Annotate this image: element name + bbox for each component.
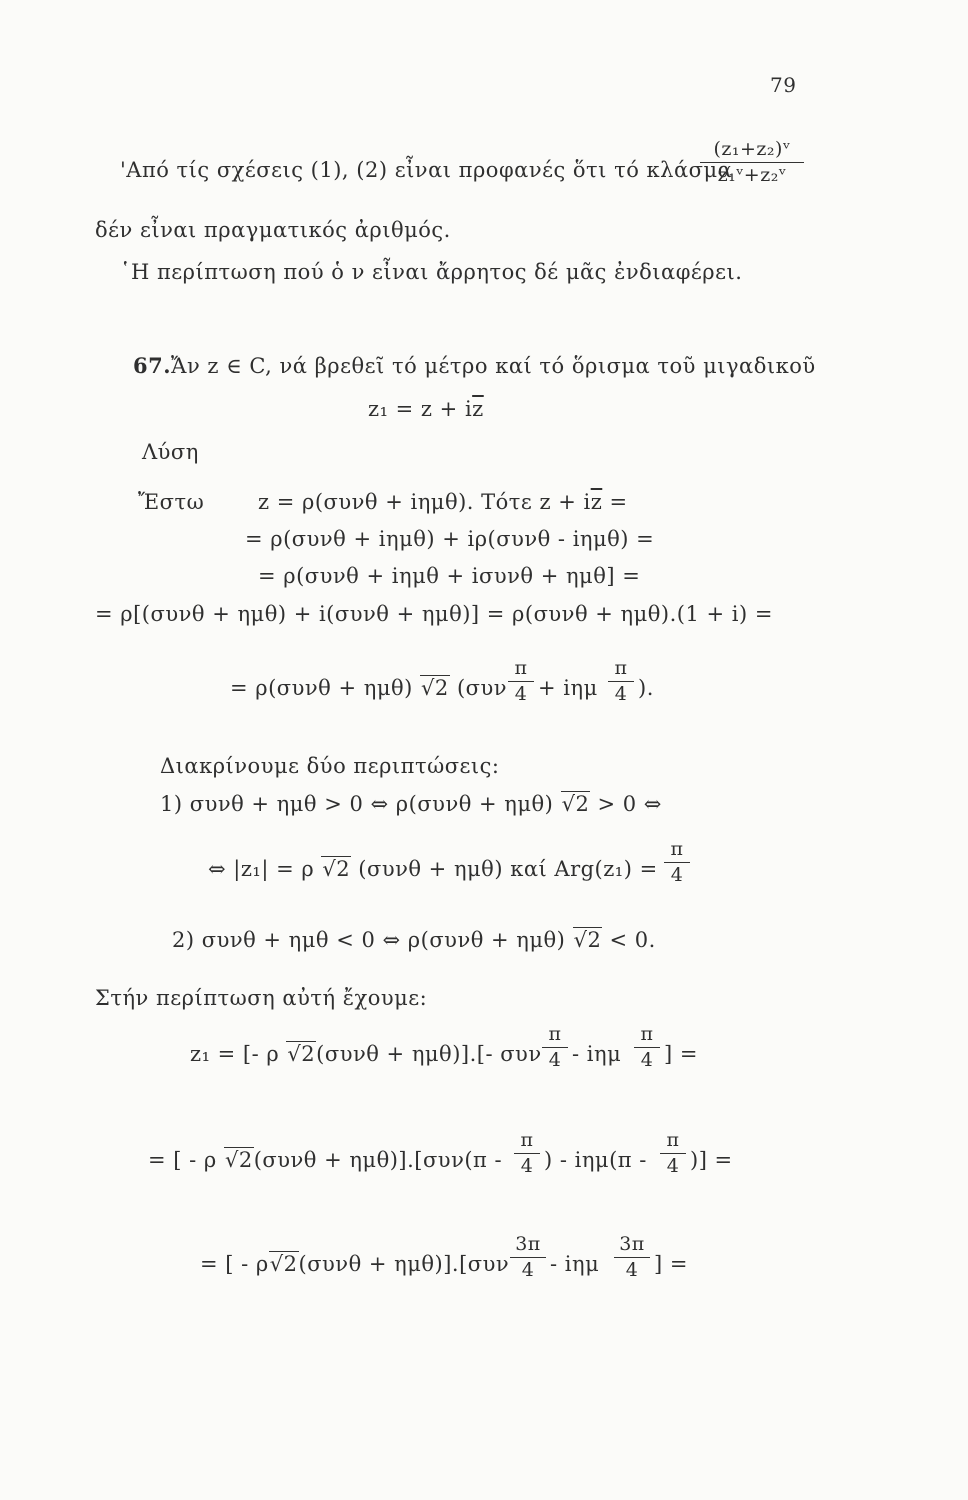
estw-label: Ἔστω <box>138 490 205 514</box>
three-pi-over-four-fraction <box>510 1235 546 1280</box>
expr1-text-b: (συνθ + ημθ)].[- συν <box>316 1042 542 1066</box>
line5-text-b: (συν <box>449 676 508 700</box>
fraction-bar <box>608 681 634 682</box>
line5-text-d: ). <box>638 676 654 700</box>
expr-3 <box>200 1252 509 1276</box>
fraction-denominator: 4 <box>514 683 528 705</box>
fraction-denominator: 4 <box>520 1155 534 1177</box>
case1-text-a: 1) συνθ + ημθ > 0 ⇔ ρ(συνθ + ημθ) <box>160 792 561 816</box>
sqrt-two: √2 <box>322 857 351 881</box>
expr1-text-c: - iημ <box>572 1042 622 1066</box>
three-pi-over-four-fraction <box>614 1235 650 1280</box>
fraction-numerator: 3π <box>619 1233 645 1255</box>
line5-text-a: = ρ(συνθ + ημθ) <box>230 676 421 700</box>
fraction-denominator: 4 <box>614 683 628 705</box>
sqrt-two: √2 <box>561 792 590 816</box>
solution-line-1 <box>258 490 628 514</box>
solution-line-4: = ρ[(συνθ + ημθ) + i(συνθ + ημθ)] = ρ(συνθ + ημθ).(1 + i) = <box>95 602 773 626</box>
case-1-line-1 <box>160 792 662 816</box>
sqrt-two: √2 <box>224 1148 253 1172</box>
fraction-bar <box>634 1047 660 1048</box>
z-conjugate: $\overline{z}$ <box>590 490 603 514</box>
case2-text-b: < 0. <box>602 928 656 952</box>
problem-text: Ἄν z ∈ C, νά βρεθεῖ τό μέτρο καί τό ὅρισμα τοῦ μιγαδικοῦ <box>171 354 816 378</box>
case2-text-a: 2) συνθ + ημθ < 0 ⇔ ρ(συνθ + ημθ) <box>172 928 573 952</box>
solution-line-5 <box>230 676 507 700</box>
fraction-bar <box>664 862 690 863</box>
fraction-bar <box>508 681 534 682</box>
fraction-bar <box>542 1047 568 1048</box>
cases-heading: Διακρίνουμε δύο περιπτώσεις: <box>160 754 500 778</box>
pi-over-four-fraction <box>634 1025 660 1070</box>
line1-equals: = <box>602 490 628 514</box>
fraction-numerator: π <box>514 657 528 679</box>
expr3-text-d: ] = <box>654 1252 688 1276</box>
fraction-denominator: 4 <box>548 1049 562 1071</box>
pi-over-four-fraction <box>542 1025 568 1070</box>
expr1-text-a: z₁ = [- ρ <box>190 1042 287 1066</box>
fraction-numerator: 3π <box>515 1233 541 1255</box>
expr3-text-c: - iημ <box>550 1252 600 1276</box>
solution-line-2: = ρ(συνθ + iημθ) + iρ(συνθ - iημθ) = <box>245 527 655 551</box>
pi-over-four-fraction <box>508 659 534 704</box>
fraction-denominator: z₁ᵛ+z₂ᵛ <box>717 164 787 186</box>
sqrt-two: √2 <box>287 1042 316 1066</box>
expr2-text-a: = [ - ρ <box>148 1148 224 1172</box>
equation-lhs: z₁ = z + i <box>368 397 473 421</box>
fraction-bar <box>700 162 804 163</box>
case-2-heading: Στήν περίπτωση αὐτή ἔχουμε: <box>95 986 428 1010</box>
case-2-line <box>172 928 656 952</box>
fraction-numerator: π <box>640 1023 654 1045</box>
fraction-bar <box>660 1153 686 1154</box>
expr3-text-b: (συνθ + ημθ)].[συν <box>298 1252 510 1276</box>
problem-number: 67. <box>133 353 172 378</box>
expr1-text-d: ] = <box>664 1042 698 1066</box>
line1-text: z = ρ(συνθ + iημθ). Τότε z + i <box>258 490 591 514</box>
expr2-text-d: )] = <box>690 1148 733 1172</box>
intro-line-1: 'Από τίς σχέσεις (1), (2) εἶναι προφανές ὅτι τό κλάσμα <box>120 158 733 182</box>
pi-over-four-fraction <box>660 1131 686 1176</box>
fraction-bar <box>514 1153 540 1154</box>
problem-statement <box>133 353 816 378</box>
solution-line-3: = ρ(συνθ + iημθ + iσυνθ + ημθ] = <box>258 564 641 588</box>
fraction-numerator: π <box>666 1129 680 1151</box>
case1-text-c: ⇔ |z₁| = ρ <box>208 857 322 881</box>
expr2-text-b: (συνθ + ημθ)].[συν(π - <box>253 1148 503 1172</box>
case1-text-b: > 0 ⇔ <box>590 792 662 816</box>
pi-over-four-fraction <box>514 1131 540 1176</box>
sqrt-two: √2 <box>421 676 449 700</box>
fraction-numerator: π <box>548 1023 562 1045</box>
intro-line-2: δέν εἶναι πραγματικός ἀριθμός. <box>95 218 451 242</box>
fraction-denominator: 4 <box>670 864 684 886</box>
expr-1 <box>190 1042 542 1066</box>
fraction-numerator: π <box>614 657 628 679</box>
fraction-numerator: (z₁+z₂)ᵛ <box>713 138 791 160</box>
case-1-line-2 <box>208 857 658 881</box>
page-number: 79 <box>770 73 797 97</box>
fraction-denominator: 4 <box>521 1259 535 1281</box>
intro-fraction <box>700 140 804 185</box>
expr2-text-c: ) - iημ(π - <box>544 1148 647 1172</box>
fraction-bar <box>614 1257 650 1258</box>
fraction-numerator: π <box>670 838 684 860</box>
sqrt-two: √2 <box>269 1252 298 1276</box>
pi-over-four-fraction <box>664 840 690 885</box>
fraction-numerator: π <box>520 1129 534 1151</box>
fraction-bar <box>510 1257 546 1258</box>
fraction-denominator: 4 <box>640 1049 654 1071</box>
z-conjugate: $\overline{z}$ <box>472 397 484 421</box>
problem-equation <box>368 397 484 421</box>
expr3-text-a: = [ - ρ <box>200 1252 269 1276</box>
pi-over-four-fraction <box>608 659 634 704</box>
fraction-denominator: 4 <box>625 1259 639 1281</box>
case1-text-d: (συνθ + ημθ) καί Arg(z₁) = <box>351 857 658 881</box>
sqrt-two: √2 <box>573 928 602 952</box>
solution-heading: Λύση <box>142 440 199 464</box>
expr-2 <box>148 1148 502 1172</box>
intro-line-3: ῾Η περίπτωση πού ὁ ν εἶναι ἄρρητος δέ μᾶς ἐνδιαφέρει. <box>120 260 743 284</box>
fraction-denominator: 4 <box>666 1155 680 1177</box>
line5-text-c: + iημ <box>538 676 598 700</box>
